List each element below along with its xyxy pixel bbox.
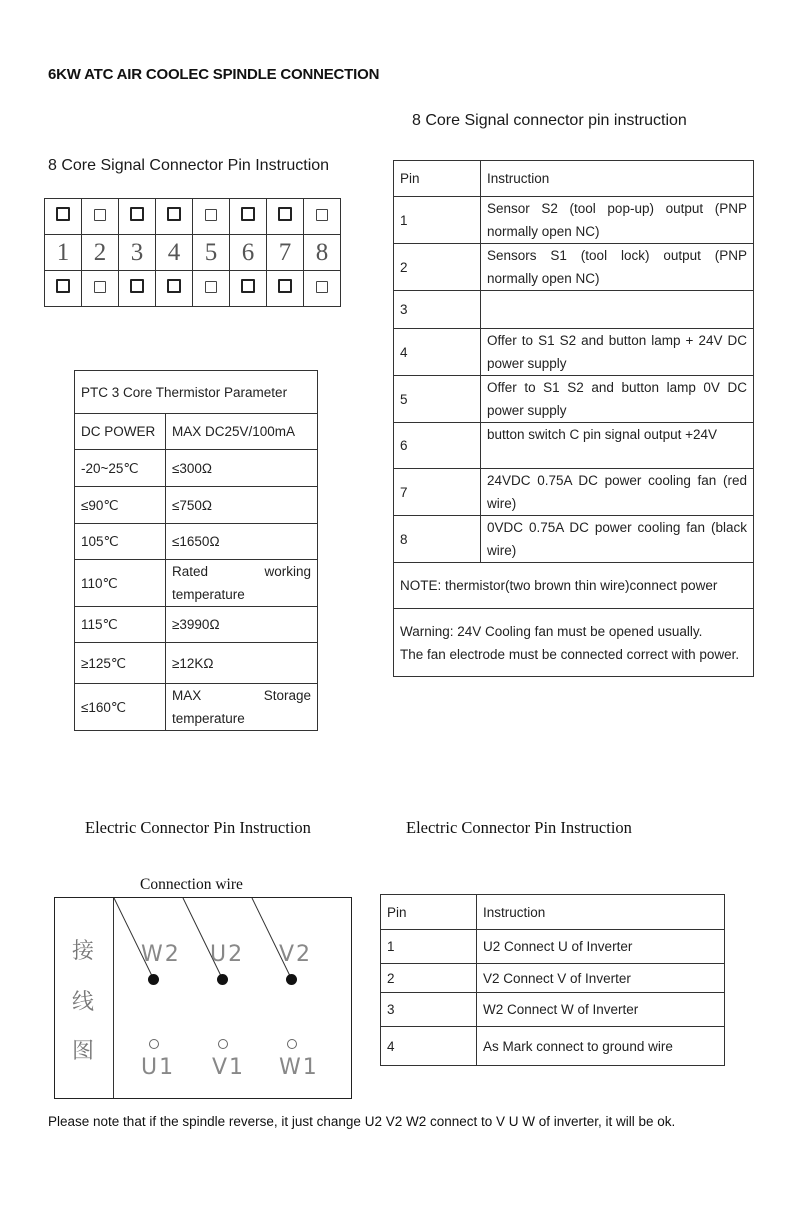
square-socket-icon [241,279,255,293]
page-title: 6KW ATC AIR COOLEC SPINDLE CONNECTION [48,66,380,83]
table-row [381,964,725,993]
table-row [394,516,754,563]
terminal-label: V1 [212,1055,246,1080]
pin-socket [193,199,230,235]
pin-socket [230,271,267,307]
square-socket-icon [241,207,255,221]
condition-cell: ≥125℃ [75,643,166,684]
square-socket-icon [94,281,106,293]
table-row [394,244,754,291]
table-row [394,329,754,376]
pin-socket [82,271,119,307]
filled-terminal-icon [217,974,228,985]
table-row [75,414,318,450]
warning-cell [394,609,754,677]
table-row [381,993,725,1027]
table-row [75,524,318,560]
pin-socket [156,199,193,235]
instruction-cell: Offer to S1 S2 and button lamp 0V DC power supply [481,376,754,423]
table-header-row [394,161,754,197]
pin-socket [193,271,230,307]
terminal-label: U2 [210,942,245,967]
filled-terminal-icon [286,974,297,985]
table-row [75,643,318,684]
header-instruction: Instruction [477,895,725,930]
pin-socket [230,199,267,235]
table-row [394,423,754,469]
wiring-diagram [54,897,352,1099]
square-socket-icon [130,279,144,293]
square-socket-icon [167,279,181,293]
signal-pin-table [393,160,754,677]
instruction-cell: Sensors S1 (tool lock) output (PNP normally open NC) [481,244,754,291]
square-socket-icon [56,207,70,221]
value-cell: MAX Storage temperature [166,684,318,731]
value-cell: ≥12KΩ [166,643,318,684]
pin-cell: 2 [381,964,477,993]
pin-socket [119,199,156,235]
instruction-cell: 0VDC 0.75A DC power cooling fan (black wire) [481,516,754,563]
pin-cell: 2 [394,244,481,291]
pin-number: 2 [82,235,119,271]
thermistor-note: NOTE: thermistor(two brown thin wire)connect power [394,563,754,609]
square-socket-icon [316,209,328,221]
pin-cell: 4 [381,1027,477,1066]
filled-terminal-icon [148,974,159,985]
square-socket-icon [130,207,144,221]
pin-socket [267,271,304,307]
condition-cell: 105℃ [75,524,166,560]
pin-socket [82,199,119,235]
value-cell: ≥3990Ω [166,607,318,643]
pin-number: 7 [267,235,304,271]
pin-number: 4 [156,235,193,271]
table-row [75,487,318,524]
pin-socket [156,271,193,307]
square-socket-icon [316,281,328,293]
pin-cell: 6 [394,423,481,469]
pin-number: 1 [45,235,82,271]
instruction-cell: Offer to S1 S2 and button lamp + 24V DC power supply [481,329,754,376]
condition-cell: ≤90℃ [75,487,166,524]
condition-cell: -20~25℃ [75,450,166,487]
open-terminal-icon [287,1039,297,1049]
pin-grid-number-row [45,235,341,271]
instruction-cell: W2 Connect W of Inverter [477,993,725,1027]
terminal-label: W1 [279,1055,319,1080]
pin-number: 6 [230,235,267,271]
square-socket-icon [278,207,292,221]
condition-cell: ≤160℃ [75,684,166,731]
square-socket-icon [205,209,217,221]
signal-pin-grid [44,198,341,307]
thermistor-table [74,370,318,731]
pin-socket [45,271,82,307]
instruction-cell: 24VDC 0.75A DC power cooling fan (red wire) [481,469,754,516]
instruction-cell: V2 Connect V of Inverter [477,964,725,993]
square-socket-icon [205,281,217,293]
square-socket-icon [56,279,70,293]
table-row [75,684,318,731]
instruction-cell [481,291,754,329]
instruction-cell: U2 Connect U of Inverter [477,930,725,964]
warning-line-2: The fan electrode must be connected correct with power. [400,646,740,662]
electric-diagram-heading: Electric Connector Pin Instruction [85,818,311,837]
reverse-direction-note: Please note that if the spindle reverse, it just change U2 V2 W2 connect to V U W of inverter, it will be ok. [48,1114,676,1129]
table-row [75,607,318,643]
electric-pin-table [380,894,725,1066]
value-cell: ≤300Ω [166,450,318,487]
square-socket-icon [94,209,106,221]
pin-cell: 5 [394,376,481,423]
warning-row [394,609,754,677]
terminal-label: V2 [279,942,313,967]
square-socket-icon [167,207,181,221]
pin-number: 3 [119,235,156,271]
condition-cell: 115℃ [75,607,166,643]
thermistor-title: PTC 3 Core Thermistor Parameter [75,371,318,414]
pin-cell: 7 [394,469,481,516]
note-row [394,563,754,609]
condition-cell: DC POWER [75,414,166,450]
pin-cell: 3 [381,993,477,1027]
table-row [394,197,754,244]
condition-cell: 110℃ [75,560,166,607]
terminal-label: U1 [141,1055,176,1080]
pin-cell: 3 [394,291,481,329]
pin-socket [45,199,82,235]
table-row [75,560,318,607]
pin-cell: 8 [394,516,481,563]
table-row [75,450,318,487]
pin-grid-top-row [45,199,341,235]
value-cell: Rated working temperature [166,560,318,607]
value-cell: ≤750Ω [166,487,318,524]
diagram-side-char: 接 [72,939,95,964]
table-header-row [381,895,725,930]
instruction-cell: button switch C pin signal output +24V [481,423,754,469]
pin-cell: 4 [394,329,481,376]
electric-table-heading: Electric Connector Pin Instruction [406,818,632,837]
pin-number: 5 [193,235,230,271]
header-pin: Pin [381,895,477,930]
value-cell: MAX DC25V/100mA [166,414,318,450]
signal-connector-heading: 8 Core Signal Connector Pin Instruction [48,157,330,174]
diagram-side-char: 图 [72,1039,95,1064]
table-row [381,930,725,964]
pin-socket [304,199,341,235]
table-row [381,1027,725,1066]
open-terminal-icon [218,1039,228,1049]
open-terminal-icon [149,1039,159,1049]
signal-pin-table-heading: 8 Core Signal connector pin instruction [412,112,687,129]
pin-number: 8 [304,235,341,271]
table-row [394,469,754,516]
pin-cell: 1 [381,930,477,964]
header-pin: Pin [394,161,481,197]
square-socket-icon [278,279,292,293]
instruction-cell: Sensor S2 (tool pop-up) output (PNP normally open NC) [481,197,754,244]
warning-line-1: Warning: 24V Cooling fan must be opened usually. [400,623,703,639]
table-row [394,376,754,423]
pin-socket [119,271,156,307]
diagram-side-char: 线 [72,990,95,1015]
header-instruction: Instruction [481,161,754,197]
pin-cell: 1 [394,197,481,244]
table-row [394,291,754,329]
instruction-cell: As Mark connect to ground wire [477,1027,725,1066]
terminal-label: W2 [141,942,181,967]
pin-grid-bottom-row [45,271,341,307]
thermistor-title-row [75,371,318,414]
pin-socket [304,271,341,307]
value-cell: ≤1650Ω [166,524,318,560]
connection-wire-label: Connection wire [140,876,243,893]
pin-socket [267,199,304,235]
